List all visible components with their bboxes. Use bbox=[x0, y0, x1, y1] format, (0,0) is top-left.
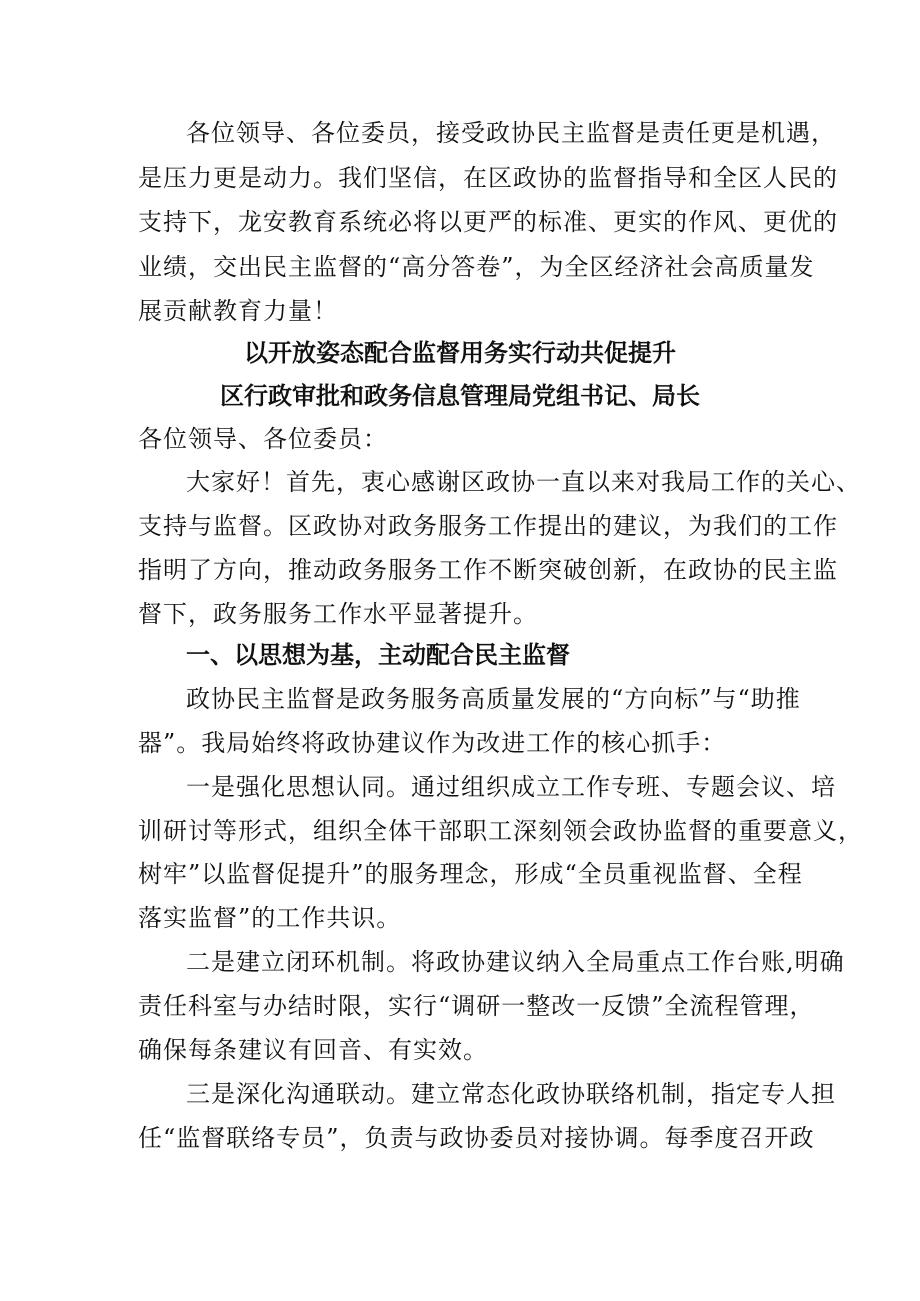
paragraph-line: 指明了方向，推动政务服务工作不断突破创新，在政协的民主监 bbox=[138, 556, 838, 584]
section-heading: 一、以思想为基，主动配合民主监督 bbox=[186, 641, 570, 669]
paragraph-line: 是压力更是动力。我们坚信，在区政协的监督指导和全区人民的 bbox=[138, 164, 838, 192]
paragraph-line: 任“监督联络专员”，负责与政协委员对接协调。每季度召开政 bbox=[138, 1124, 815, 1152]
paragraph-line: 一是强化思想认同。通过组织成立工作专班、专题会议、培 bbox=[186, 773, 836, 801]
speaker-title: 区行政审批和政务信息管理局党组书记、局长 bbox=[220, 382, 700, 410]
paragraph-line: 责任科室与办结时限，实行“调研一整改一反馈”全流程管理， bbox=[138, 992, 815, 1020]
paragraph-line: 二是建立闭环机制。将政协建议纳入全局重点工作台账,明确 bbox=[186, 948, 845, 976]
paragraph-line: 支持下，龙安教育系统必将以更严的标准、更实的作风、更优的 bbox=[138, 208, 838, 236]
paragraph-line: 政协民主监督是政务服务高质量发展的“方向标”与“助推 bbox=[186, 685, 801, 713]
paragraph-line: 器”。我局始终将政协建议作为改进工作的核心抓手： bbox=[138, 729, 727, 757]
paragraph-line: 支持与监督。区政协对政务服务工作提出的建议，为我们的工作 bbox=[138, 512, 838, 540]
paragraph-line: 各位领导、各位委员，接受政协民主监督是责任更是机遇， bbox=[186, 119, 836, 147]
paragraph-line: 大家好！首先，衷心感谢区政协一直以来对我局工作的关心、 bbox=[186, 468, 861, 496]
paragraph-line: 确保每条建议有回音、有实效。 bbox=[138, 1036, 488, 1064]
paragraph-line: 落实监督”的工作共识。 bbox=[138, 904, 402, 932]
paragraph-line: 展贡献教育力量！ bbox=[138, 297, 338, 325]
paragraph-line: 督下，政务服务工作水平显著提升。 bbox=[138, 600, 538, 628]
speech-title: 以开放姿态配合监督用务实行动共促提升 bbox=[244, 339, 676, 367]
salutation: 各位领导、各位委员： bbox=[138, 425, 388, 453]
paragraph-line: 业绩，交出民主监督的“高分答卷”，为全区经济社会高质量发 bbox=[138, 253, 815, 281]
paragraph-line: 树牢”以监督促提升”的服务理念，形成“全员重视监督、全程 bbox=[138, 860, 803, 888]
paragraph-line: 训研讨等形式，组织全体干部职工深刻领会政协监督的重要意义， bbox=[138, 817, 863, 845]
paragraph-line: 三是深化沟通联动。建立常态化政协联络机制，指定专人担 bbox=[186, 1080, 836, 1108]
